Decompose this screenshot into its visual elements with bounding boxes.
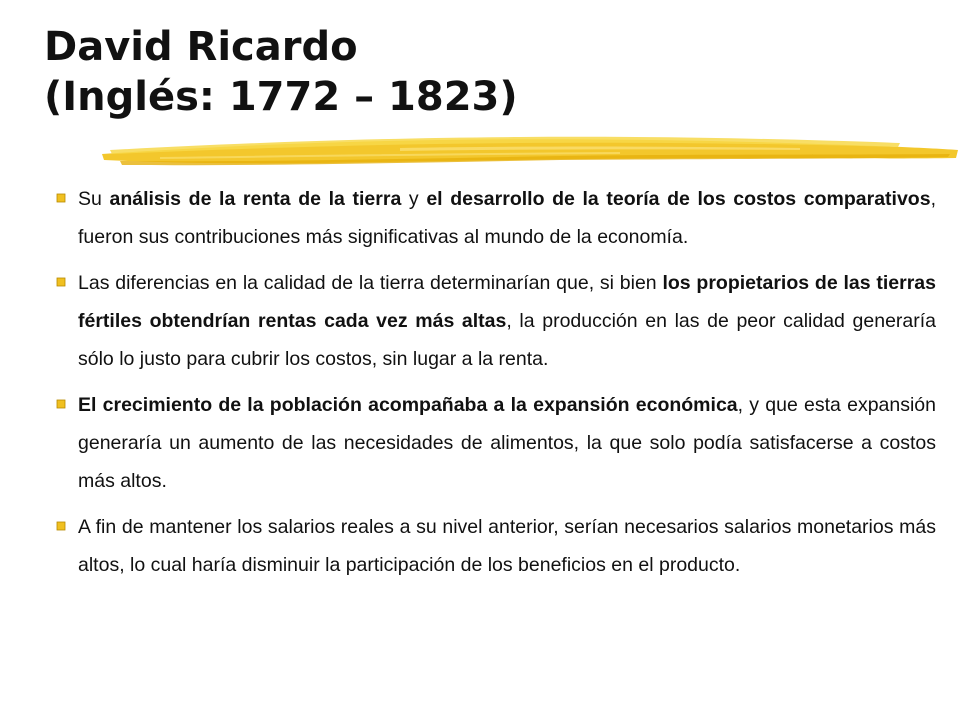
- square-bullet-icon: [56, 399, 66, 409]
- slide-title: [44, 22, 518, 122]
- bullet-text: Las diferencias en la calidad de la tierra determinarían que, si bien: [78, 272, 663, 294]
- bullet-text: y: [401, 188, 427, 210]
- bullet-text-bold: El crecimiento de la población acompañaba a la expansión económica: [78, 394, 738, 416]
- bullet-list: [52, 180, 936, 592]
- bullet-text: , y que esta expansión generaría un aumento de las necesidades de alimentos, la que solo podía satisfacerse a costos más altos.: [78, 394, 936, 492]
- bullet-text-bold: los propietarios de las tierras fértiles obtendrían rentas cada vez más altas: [78, 272, 936, 332]
- slide-title-line-2: (Inglés: 1772 – 1823): [44, 74, 518, 120]
- bullet-text: Su: [78, 188, 110, 210]
- square-bullet-icon: [56, 193, 66, 203]
- brush-underline-decoration: [100, 128, 960, 174]
- bullet-text: , la producción en las de peor calidad generaría sólo lo justo para cubrir los costos, sin lugar a la renta.: [78, 310, 937, 370]
- bullet-text: , fueron sus contribuciones más significativas al mundo de la economía.: [78, 188, 936, 248]
- bullet-item: [52, 264, 936, 378]
- square-bullet-icon: [56, 277, 66, 287]
- bullet-text-bold: el desarrollo de la teoría de los costos comparativos: [426, 188, 931, 210]
- slide-title-line-1: David Ricardo: [44, 24, 358, 70]
- bullet-item: [52, 508, 936, 584]
- bullet-text-bold: análisis de la renta de la tierra: [109, 188, 402, 210]
- bullet-text: A fin de mantener los salarios reales a su nivel anterior, serían necesarios salarios monetarios más altos, lo cual haría disminuir la participación de los beneficios en el producto.: [78, 516, 936, 576]
- bullet-item: [52, 386, 936, 500]
- bullet-item: [52, 180, 936, 256]
- square-bullet-icon: [56, 521, 66, 531]
